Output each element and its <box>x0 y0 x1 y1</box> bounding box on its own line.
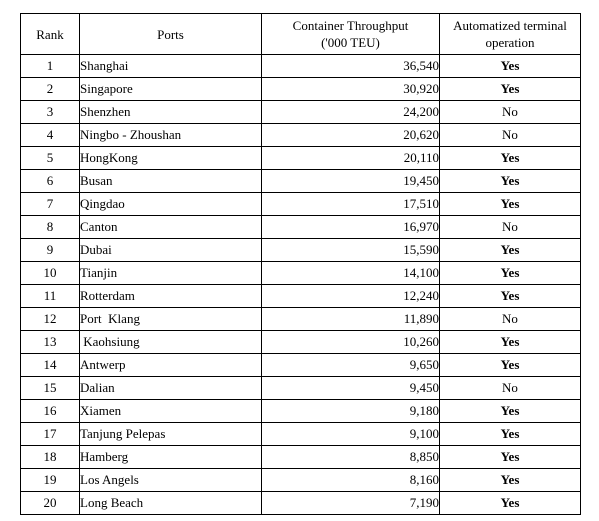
automated-cell: No <box>440 101 581 124</box>
rank-cell: 16 <box>21 400 80 423</box>
table-row <box>21 170 581 193</box>
rank-cell: 10 <box>21 262 80 285</box>
port-name-cell: Xiamen <box>80 400 262 423</box>
table-row <box>21 239 581 262</box>
port-name-cell: Shanghai <box>80 55 262 78</box>
rank-cell: 1 <box>21 55 80 78</box>
table-row <box>21 492 581 515</box>
table-row <box>21 469 581 492</box>
rank-cell: 11 <box>21 285 80 308</box>
header-container-throughput <box>262 14 440 55</box>
ports-table <box>20 13 581 515</box>
automated-cell: Yes <box>440 147 581 170</box>
table-body <box>21 55 581 515</box>
throughput-cell: 16,970 <box>262 216 440 239</box>
port-name-cell: Qingdao <box>80 193 262 216</box>
automated-cell: No <box>440 216 581 239</box>
table-row <box>21 55 581 78</box>
header-rank: Rank <box>21 14 80 55</box>
throughput-cell: 14,100 <box>262 262 440 285</box>
port-name-cell: Shenzhen <box>80 101 262 124</box>
automated-cell: Yes <box>440 492 581 515</box>
throughput-cell: 15,590 <box>262 239 440 262</box>
rank-cell: 3 <box>21 101 80 124</box>
throughput-cell: 9,450 <box>262 377 440 400</box>
header-ports: Ports <box>80 14 262 55</box>
rank-cell: 8 <box>21 216 80 239</box>
port-name-cell: Canton <box>80 216 262 239</box>
throughput-cell: 36,540 <box>262 55 440 78</box>
table-row <box>21 285 581 308</box>
throughput-cell: 17,510 <box>262 193 440 216</box>
table-row <box>21 147 581 170</box>
header-automated-line1: Automatized terminal <box>453 18 567 33</box>
automated-cell: No <box>440 377 581 400</box>
rank-cell: 4 <box>21 124 80 147</box>
rank-cell: 17 <box>21 423 80 446</box>
port-name-cell: Hamberg <box>80 446 262 469</box>
automated-cell: Yes <box>440 285 581 308</box>
throughput-cell: 24,200 <box>262 101 440 124</box>
port-name-cell: Rotterdam <box>80 285 262 308</box>
table-row <box>21 423 581 446</box>
port-name-cell: HongKong <box>80 147 262 170</box>
throughput-cell: 12,240 <box>262 285 440 308</box>
rank-cell: 9 <box>21 239 80 262</box>
throughput-cell: 7,190 <box>262 492 440 515</box>
throughput-cell: 11,890 <box>262 308 440 331</box>
table-row <box>21 308 581 331</box>
port-name-cell: Singapore <box>80 78 262 101</box>
port-name-cell: Busan <box>80 170 262 193</box>
throughput-cell: 9,650 <box>262 354 440 377</box>
port-name-cell: Los Angels <box>80 469 262 492</box>
throughput-cell: 20,110 <box>262 147 440 170</box>
rank-cell: 7 <box>21 193 80 216</box>
automated-cell: Yes <box>440 354 581 377</box>
table-header-row <box>21 14 581 55</box>
rank-cell: 2 <box>21 78 80 101</box>
port-name-cell: Dalian <box>80 377 262 400</box>
port-name-cell: Antwerp <box>80 354 262 377</box>
header-throughput-line2: ('000 TEU) <box>321 35 380 50</box>
throughput-cell: 10,260 <box>262 331 440 354</box>
automated-cell: Yes <box>440 469 581 492</box>
table-row <box>21 377 581 400</box>
port-name-cell: Kaohsiung <box>80 331 262 354</box>
throughput-cell: 19,450 <box>262 170 440 193</box>
automated-cell: Yes <box>440 170 581 193</box>
rank-cell: 5 <box>21 147 80 170</box>
header-throughput-line1: Container Throughput <box>292 18 409 33</box>
throughput-cell: 9,180 <box>262 400 440 423</box>
rank-cell: 18 <box>21 446 80 469</box>
automated-cell: Yes <box>440 78 581 101</box>
table-row <box>21 124 581 147</box>
throughput-cell: 8,850 <box>262 446 440 469</box>
header-automated-line2: operation <box>485 35 535 50</box>
rank-cell: 6 <box>21 170 80 193</box>
rank-cell: 14 <box>21 354 80 377</box>
throughput-cell: 8,160 <box>262 469 440 492</box>
automated-cell: Yes <box>440 239 581 262</box>
throughput-cell: 9,100 <box>262 423 440 446</box>
table-row <box>21 262 581 285</box>
port-name-cell: Dubai <box>80 239 262 262</box>
table-row <box>21 101 581 124</box>
automated-cell: Yes <box>440 55 581 78</box>
automated-cell: No <box>440 124 581 147</box>
throughput-cell: 30,920 <box>262 78 440 101</box>
automated-cell: Yes <box>440 193 581 216</box>
table-row <box>21 78 581 101</box>
throughput-cell: 20,620 <box>262 124 440 147</box>
header-automated-terminal <box>440 14 581 55</box>
table-row <box>21 354 581 377</box>
table-row <box>21 216 581 239</box>
table-row <box>21 446 581 469</box>
rank-cell: 20 <box>21 492 80 515</box>
port-name-cell: Port Klang <box>80 308 262 331</box>
port-name-cell: Ningbo - Zhoushan <box>80 124 262 147</box>
automated-cell: Yes <box>440 446 581 469</box>
table-row <box>21 400 581 423</box>
table-row <box>21 193 581 216</box>
automated-cell: Yes <box>440 400 581 423</box>
automated-cell: Yes <box>440 331 581 354</box>
rank-cell: 13 <box>21 331 80 354</box>
automated-cell: No <box>440 308 581 331</box>
port-name-cell: Tianjin <box>80 262 262 285</box>
port-name-cell: Tanjung Pelepas <box>80 423 262 446</box>
table-row <box>21 331 581 354</box>
rank-cell: 12 <box>21 308 80 331</box>
automated-cell: Yes <box>440 423 581 446</box>
rank-cell: 15 <box>21 377 80 400</box>
rank-cell: 19 <box>21 469 80 492</box>
automated-cell: Yes <box>440 262 581 285</box>
port-name-cell: Long Beach <box>80 492 262 515</box>
